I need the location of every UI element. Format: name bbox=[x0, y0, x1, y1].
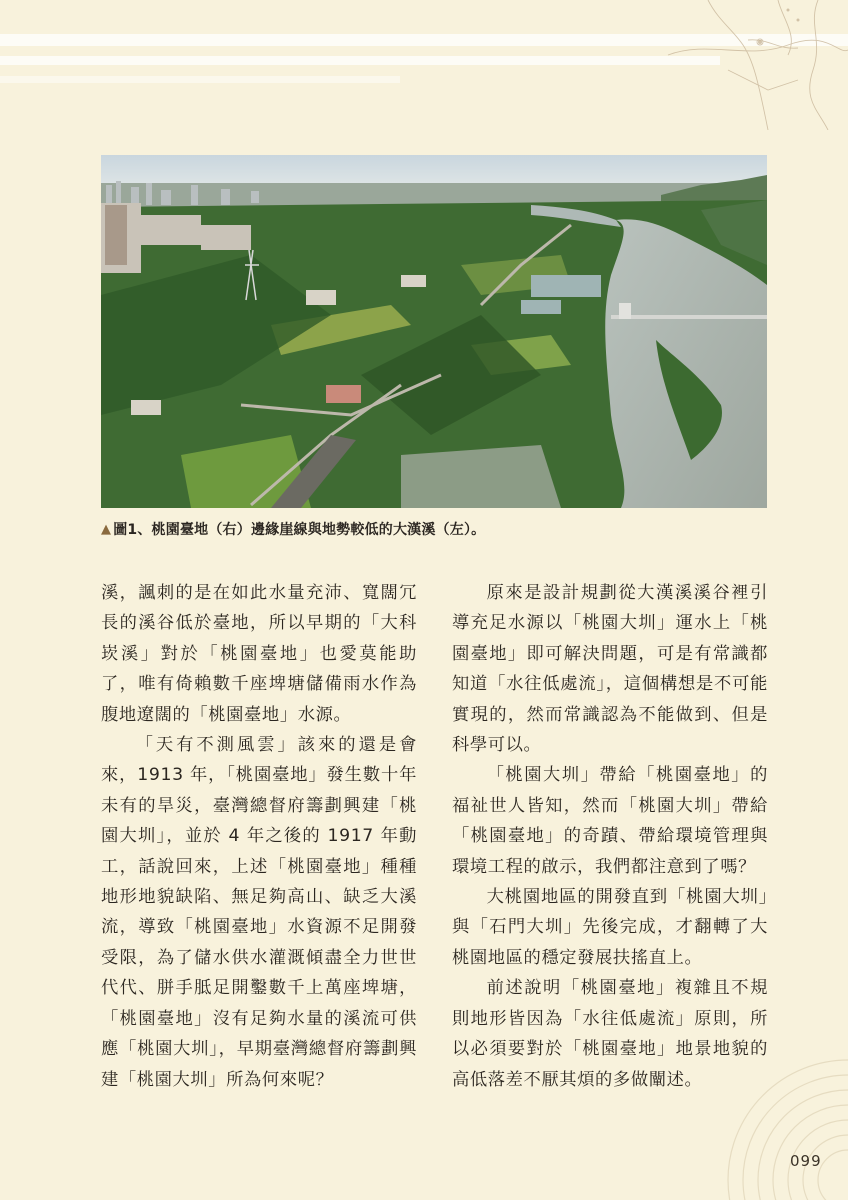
left-column bbox=[101, 578, 417, 1095]
paragraph: 「天有不測風雲」該來的還是會來，1913 年，「桃園臺地」發生數十年未有的旱災，臺灣總督府籌劃興建「桃園大圳」，並於 4 年之後的 1917 年動工，話說回來，上述「桃園臺地」種種地形地貌缺陷、無足夠高山、缺乏大溪流，導致「桃園臺地」水資源不足開發受限，為了儲水供水灌溉傾盡全力世世代代、胼手胝足開鑿數千上萬座埤塘，「桃園臺地」沒有足夠水量的溪流可供應「桃園大圳」，早期臺灣總督府籌劃興建「桃園大圳」所為何來呢？ bbox=[101, 735, 417, 1090]
right-column bbox=[452, 578, 768, 1095]
aerial-photo bbox=[101, 155, 767, 508]
paragraph: 溪，諷刺的是在如此水量充沛、寬闊冗長的溪谷低於臺地，所以早期的「大科崁溪」對於「桃園臺地」也愛莫能助了，唯有倚賴數千座埤塘儲備雨水作為腹地遼闊的「桃園臺地」水源。 bbox=[101, 583, 417, 725]
map-decoration-icon bbox=[648, 0, 848, 130]
paragraph: 大桃園地區的開發直到「桃園大圳」與「石門大圳」先後完成，才翻轉了大桃園地區的穩定發展扶搖直上。 bbox=[452, 887, 768, 968]
header-stripe bbox=[0, 76, 400, 83]
header-stripe bbox=[0, 56, 720, 65]
paragraph: 前述說明「桃園臺地」複雜且不規則地形皆因為「水往低處流」原則，所以必須要對於「桃園臺地」地景地貌的高低落差不厭其煩的多做闡述。 bbox=[452, 978, 768, 1090]
figure-caption bbox=[101, 519, 767, 539]
figure-caption-text: 圖1、桃園臺地（右）邊緣崖線與地勢較低的大漢溪（左）。 bbox=[113, 522, 486, 538]
paragraph: 原來是設計規劃從大漢溪溪谷裡引導充足水源以「桃園大圳」運水上「桃園臺地」即可解決問題，可是有常識都知道「水往低處流」，這個構想是不可能實現的，然而常識認為不能做到、但是科學可以。 bbox=[452, 583, 768, 756]
page-number: 099 bbox=[790, 1152, 822, 1170]
caption-marker-icon: ▲ bbox=[101, 521, 112, 537]
paragraph: 「桃園大圳」帶給「桃園臺地」的福祉世人皆知，然而「桃園大圳」帶給「桃園臺地」的奇蹟、帶給環境管理與環境工程的啟示，我們都注意到了嗎？ bbox=[452, 765, 768, 877]
